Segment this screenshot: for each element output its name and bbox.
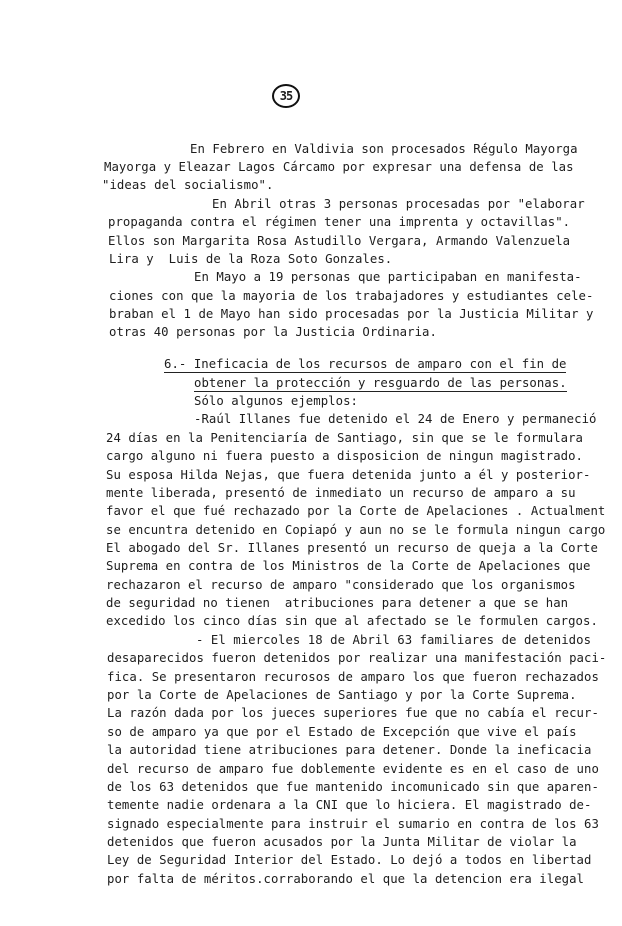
text-line: ciones con que la mayoria de los trabajadores y estudiantes cele- <box>109 289 594 303</box>
text-line: so de amparo ya que por el Estado de Excepción que vive el país <box>107 725 577 739</box>
text-line: del recurso de amparo fue doblemente evidente es en el caso de uno <box>107 762 599 776</box>
text-line: la autoridad tiene atribuciones para detener. Donde la ineficacia <box>107 743 592 757</box>
text-line: propaganda contra el régimen tener una imprenta y octavillas". <box>108 215 571 229</box>
section-heading-line: 6.- Ineficacia de los recursos de amparo con el fin de <box>164 357 567 371</box>
text-line: mente liberada, presentó de inmediato un recurso de amparo a su <box>106 486 576 500</box>
text-line: signado especialmente para instruir el sumario en contra de los 63 <box>107 817 599 831</box>
page-number: 35 <box>272 84 300 108</box>
text-line: desaparecidos fueron detenidos por realizar una manifestación paci- <box>107 651 607 665</box>
text-line: 24 días en la Penitenciaría de Santiago, sin que se le formulara <box>106 431 584 445</box>
text-line: temente nadie ordenara a la CNI que lo hiciera. El magistrado de- <box>107 798 592 812</box>
text-line: El abogado del Sr. Illanes presentó un recurso de queja a la Corte <box>106 541 598 555</box>
text-line: por falta de méritos.corraborando el que la detencion era ilegal <box>107 872 585 886</box>
text-line: La razón dada por los jueces superiores fue que no cabía el recur- <box>107 706 599 720</box>
text-line: - El miercoles 18 de Abril 63 familiares de detenidos <box>196 633 592 647</box>
text-line: detenidos que fueron acusados por la Junta Militar de violar la <box>107 835 577 849</box>
text-line: "ideas del socialismo". <box>102 178 274 192</box>
text-line: Suprema en contra de los Ministros de la Corte de Apelaciones que <box>106 559 591 573</box>
text-line: Ley de Seguridad Interior del Estado. Lo dejó a todos en libertad <box>107 853 592 867</box>
text-line: En Febrero en Valdivia son procesados Régulo Mayorga <box>190 142 578 156</box>
text-line: fica. Se presentaron recurosos de amparo los que fueron rechazados <box>107 670 599 684</box>
text-line: excedido los cinco días sin que al afectado se le formulen cargos. <box>106 614 598 628</box>
text-line: favor el que fué rechazado por la Corte de Apelaciones . Actualment <box>106 504 606 518</box>
text-line: braban el 1 de Mayo han sido procesadas por la Justicia Militar y <box>109 307 594 321</box>
text-line: En Abril otras 3 personas procesadas por "elaborar <box>212 197 585 211</box>
text-line: se encuntra detenido en Copiapó y aun no se le formula ningun cargo <box>106 523 606 537</box>
text-line: Lira y Luis de la Roza Soto Gonzales. <box>109 252 393 266</box>
text-line: rechazaron el recurso de amparo "considerado que los organismos <box>106 578 576 592</box>
text-line: de seguridad no tienen atribuciones para detener a que se han <box>106 596 569 610</box>
text-line: cargo alguno ni fuera puesto a disposicion de ningun magistrado. <box>106 449 584 463</box>
text-line: En Mayo a 19 personas que participaban en manifesta- <box>194 270 582 284</box>
text-line: otras 40 personas por la Justicia Ordinaria. <box>109 325 437 339</box>
text-line: Sólo algunos ejemplos: <box>194 394 358 408</box>
text-line: Mayorga y Eleazar Lagos Cárcamo por expresar una defensa de las <box>104 160 574 174</box>
text-line: Su esposa Hilda Nejas, que fuera detenida junto a él y posterior- <box>106 468 591 482</box>
text-line: por la Corte de Apelaciones de Santiago y por la Corte Suprema. <box>107 688 577 702</box>
text-line: de los 63 detenidos que fue mantenido incomunicado sin que aparen- <box>107 780 599 794</box>
text-line: -Raúl Illanes fue detenido el 24 de Enero y permaneció <box>194 412 597 426</box>
text-line: Ellos son Margarita Rosa Astudillo Vergara, Armando Valenzuela <box>108 234 571 248</box>
section-heading-line: obtener la protección y resguardo de las personas. <box>194 376 567 390</box>
